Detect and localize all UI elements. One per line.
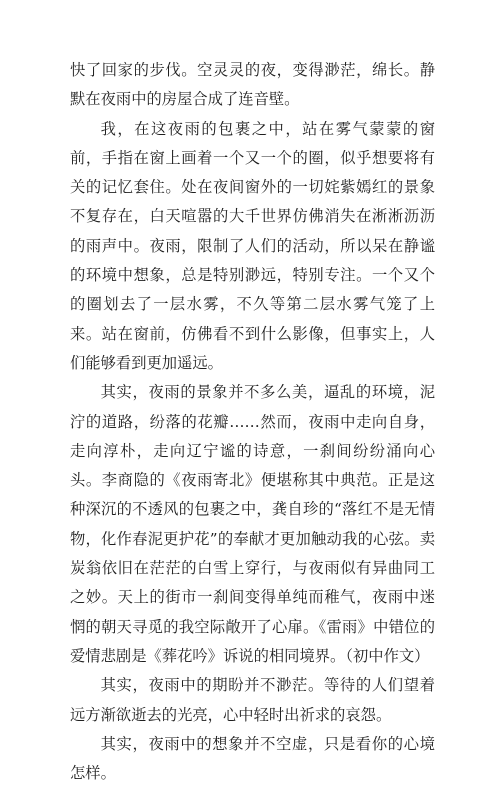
paragraph-night-rain-scene: 其实，夜雨的景象并不多么美，逼乱的环境，泥泞的道路，纷落的花瓣……然而，夜雨中走向自身，走向淳朴，走向辽宁谧的诗意，一刹间纷纷涌向心头。李商隐的《夜雨寄北》便堪称其中典范。正是这种深沉的不透风的包裹之中，龚自珍的“落红不是无情物，化作春泥更护花”的奉献才更加触动我的心弦。卖炭翁依旧在茫茫的白雪上穿行，与夜雨似有异曲同工之妙。天上的街市一刹间变得单纯而稚气，夜雨中迷惘的朝天寻觅的我空际敞开了心扉。《雷雨》中错位的爱情悲剧是《葬花吟》诉说的相同境界。（初中作文） xyxy=(70,383,435,665)
paragraph-window: 我，在这夜雨的包裹之中，站在雾气蒙蒙的窗前，手指在窗上画着一个又一个的圈，似乎想要将有关的记忆套住。处在夜间窗外的一切姹紫嫣红的景象不复存在，白天喧嚣的大千世界仿佛消失在淅淅沥沥的雨声中。夜雨，限制了人们的活动，所以呆在静谧的环境中想象，总是特别渺远，特别专注。一个又个的圈划去了一层水雾，不久等第二层水雾气笼了上来。站在窗前，仿佛看不到什么影像，但事实上，人们能够看到更加遥远。 xyxy=(70,119,435,372)
paragraph-continuation: 快了回家的步伐。空灵灵的夜，变得渺茫，绵长。静默在夜雨中的房屋合成了连音壁。 xyxy=(70,61,435,109)
paragraph-expectation: 其实，夜雨中的期盼并不渺茫。等待的人们望着远方渐欲逝去的光亮，心中轻时出祈求的哀怨。 xyxy=(70,676,435,724)
paragraph-imagination: 其实，夜雨中的想象并不空虚，只是看你的心境怎样。 xyxy=(70,734,435,783)
essay-body xyxy=(70,56,435,788)
